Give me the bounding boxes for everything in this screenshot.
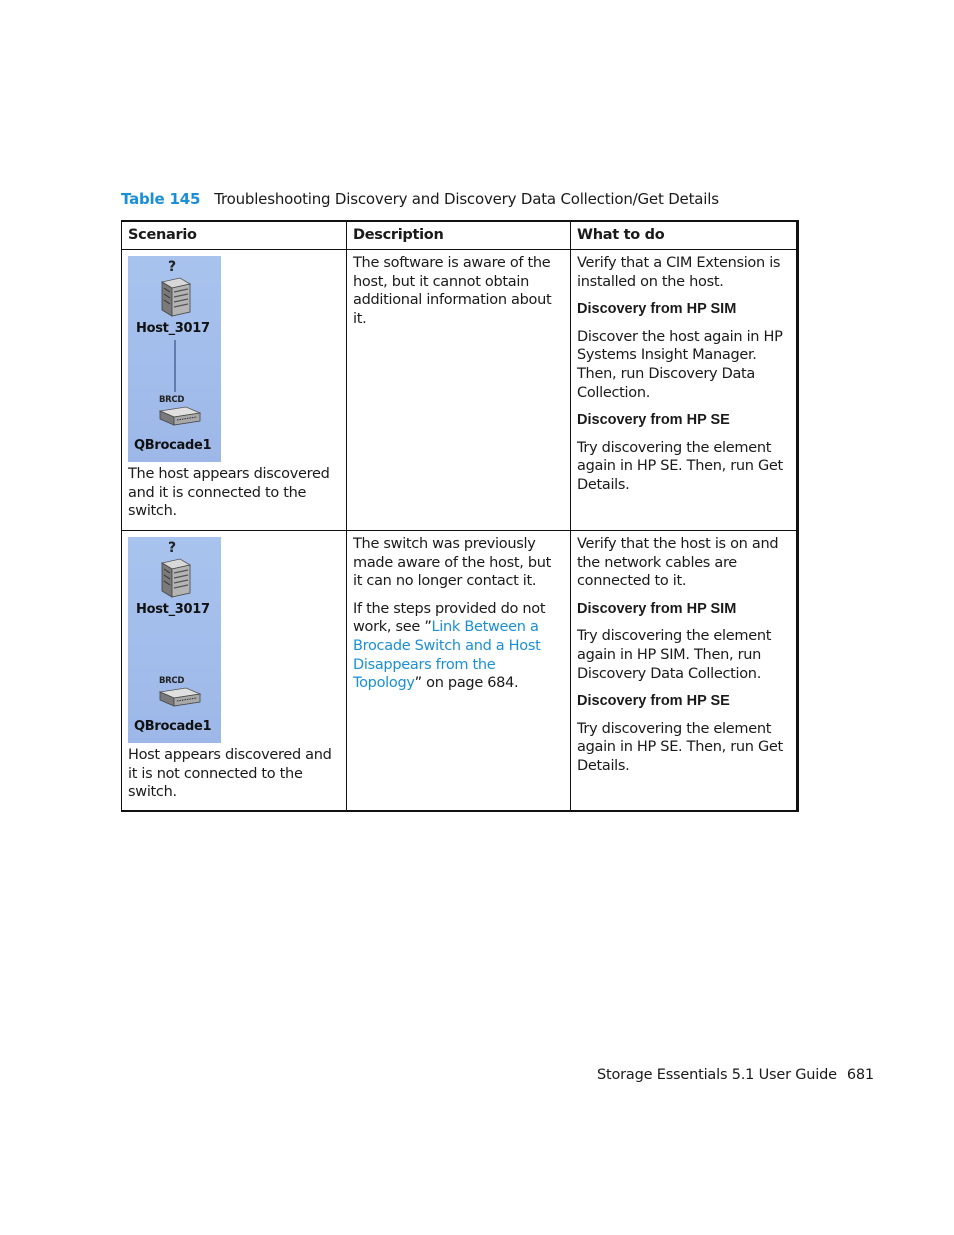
what-to-do-cell [571, 250, 798, 531]
switch-tag: BRCD [159, 395, 185, 405]
description-paragraph: The software is aware of the host, but it cannot obtain additional information about it. [353, 255, 552, 327]
switch-label: QBrocade1 [134, 438, 212, 453]
subheading-hp-sim: Discovery from HP SIM [577, 600, 737, 617]
question-mark-icon: ? [168, 259, 176, 275]
description-paragraph: The switch was previously made aware of the host, but it can no longer contact it. [353, 536, 552, 590]
host-label: Host_3017 [136, 321, 210, 336]
description-cell [347, 531, 571, 811]
table-row [122, 531, 798, 811]
switch-icon [156, 684, 202, 710]
table-header-row [122, 221, 798, 250]
switch-icon [156, 403, 202, 429]
switch-tag: BRCD [159, 676, 185, 686]
table-caption [121, 190, 719, 208]
switch-label: QBrocade1 [134, 719, 212, 734]
scenario-cell [122, 250, 347, 531]
table-row [122, 250, 798, 531]
table-number: Table 145 [121, 190, 201, 208]
connection-line [174, 340, 176, 392]
action-paragraph: Verify that the host is on and the network cables are connected to it. [577, 536, 779, 590]
guide-title: Storage Essentials 5.1 User Guide [597, 1067, 837, 1083]
action-paragraph: Discover the host again in HP Systems Insight Manager. Then, run Discovery Data Collection. [577, 328, 783, 401]
link-suffix: ” on page 684. [414, 675, 519, 692]
troubleshooting-table [121, 220, 799, 812]
what-to-do-cell [571, 531, 798, 811]
table-title: Troubleshooting Discovery and Discovery Data Collection/Get Details [214, 190, 719, 208]
description-paragraph-link [353, 600, 564, 693]
action-paragraph: Try discovering the element again in HP SIM. Then, run Discovery Data Collection. [577, 628, 772, 682]
server-icon [154, 555, 198, 599]
scenario-text: Host appears discovered and it is not connected to the switch. [128, 747, 332, 801]
header-what-to-do: What to do [571, 221, 798, 250]
action-paragraph: Verify that a CIM Extension is installed on the host. [577, 255, 781, 290]
server-icon [154, 274, 198, 318]
description-cell [347, 250, 571, 531]
scenario-cell [122, 531, 347, 811]
header-scenario: Scenario [122, 221, 347, 250]
subheading-hp-se: Discovery from HP SE [577, 693, 730, 710]
link-prefix: If the steps provided do not work, see ” [353, 600, 546, 636]
page-number: 681 [846, 1067, 874, 1083]
page-footer [597, 1067, 874, 1083]
host-label: Host_3017 [136, 602, 210, 617]
topology-link[interactable]: Link Between a Brocade Switch and a Host Disappears from the Topology [353, 619, 541, 692]
question-mark-icon: ? [168, 540, 176, 556]
header-description: Description [347, 221, 571, 250]
scenario-text: The host appears discovered and it is connected to the switch. [128, 466, 330, 520]
topology-image-disconnected [128, 537, 221, 743]
topology-image-connected [128, 256, 221, 462]
subheading-hp-se: Discovery from HP SE [577, 412, 730, 429]
subheading-hp-sim: Discovery from HP SIM [577, 301, 737, 318]
action-paragraph: Try discovering the element again in HP SE. Then, run Get Details. [577, 720, 783, 774]
action-paragraph: Try discovering the element again in HP SE. Then, run Get Details. [577, 439, 783, 493]
